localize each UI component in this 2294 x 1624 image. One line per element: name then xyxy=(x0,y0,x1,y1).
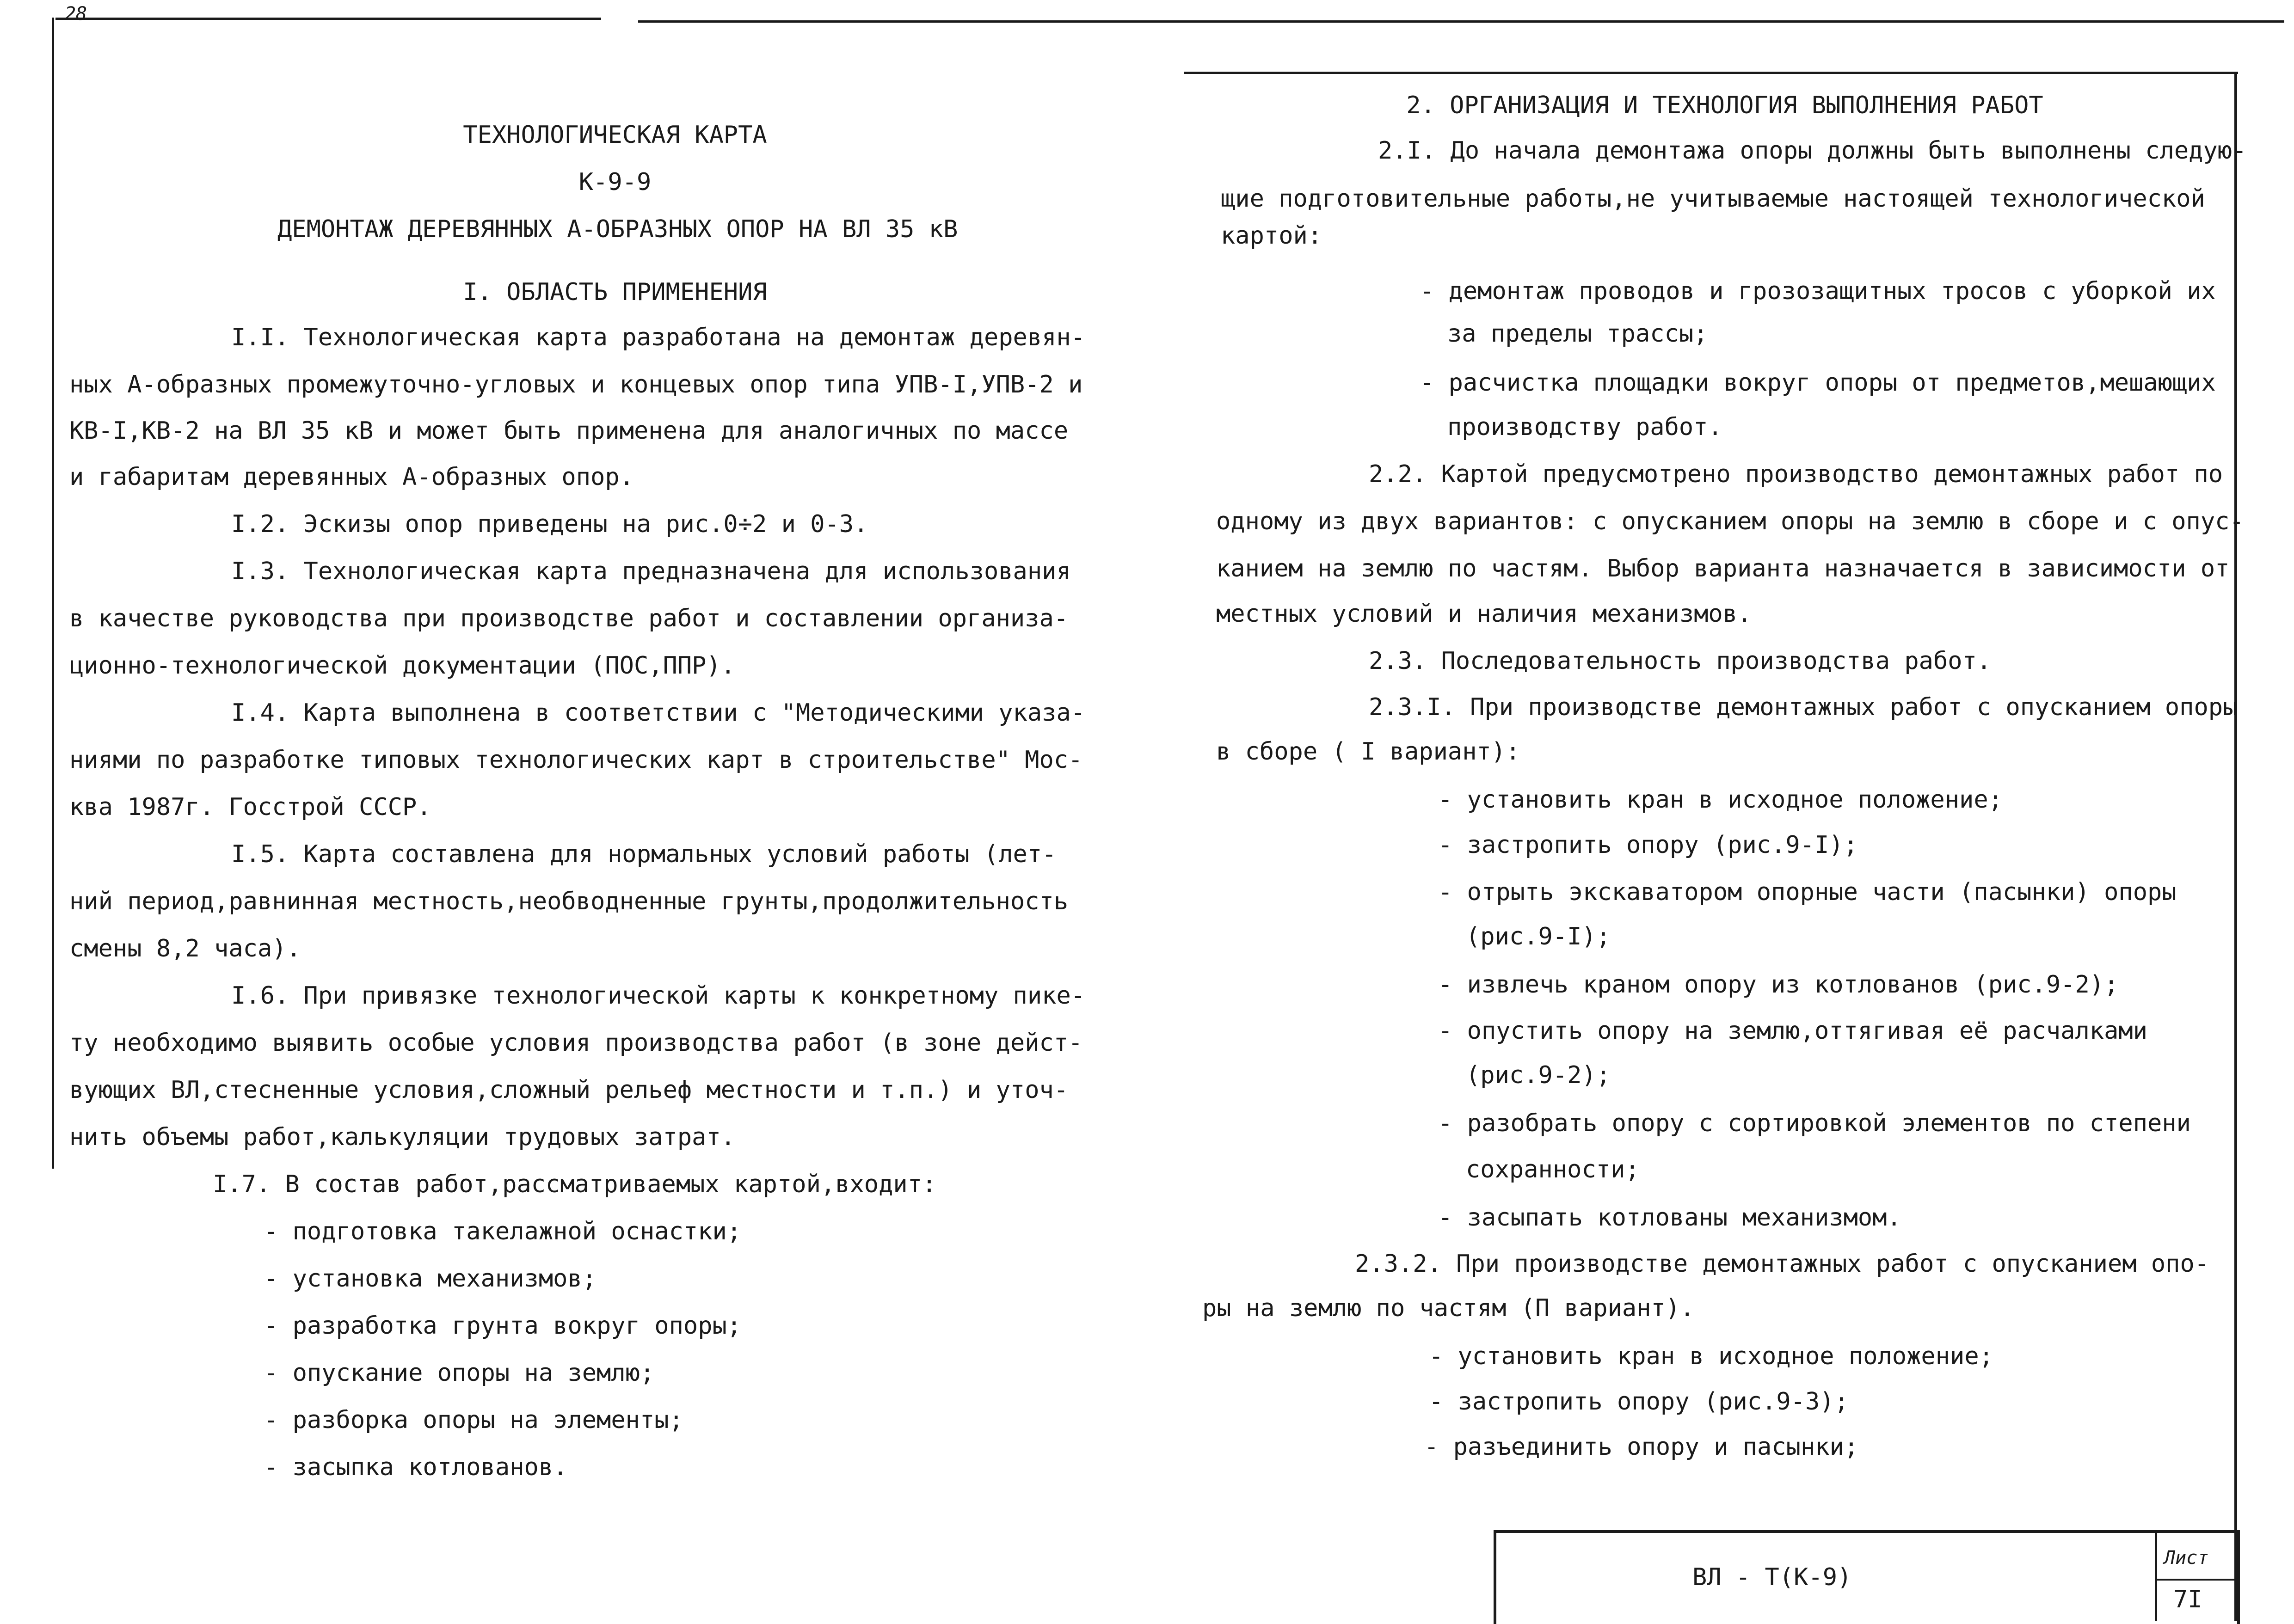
right-line-8: 2.2. Картой предусмотрено производство демонтажных работ по xyxy=(1369,460,2223,488)
left-line-3: КВ-I,КВ-2 на ВЛ 35 кВ и может быть применена для аналогичных по массе xyxy=(69,417,1069,445)
left-list-item-4: - опускание опоры на землю; xyxy=(264,1359,655,1387)
left-line-11: ква 1987г. Госстрой СССР. xyxy=(69,793,431,821)
right-list-6: - разобрать опору с сортировкой элементов по степени xyxy=(1438,1109,2191,1137)
doc-code: К-9-9 xyxy=(578,168,652,196)
left-line-12: I.5. Карта составлена для нормальных условий работы (лет- xyxy=(231,840,1057,868)
right-line-11: местных условий и наличия механизмов. xyxy=(1216,600,1752,628)
right-border xyxy=(2234,72,2237,1621)
doc-subtitle: ДЕМОНТАЖ ДЕРЕВЯННЫХ А-ОБРАЗНЫХ ОПОР НА ВЛ 35 кВ xyxy=(277,215,958,243)
left-line-7: в качестве руководства при производстве работ и составлении организа- xyxy=(69,605,1069,632)
doc-title: ТЕХНОЛОГИЧЕСКАЯ КАРТА xyxy=(463,121,767,149)
left-line-8: ционно-технологической документации (ПОС,ППР). xyxy=(69,652,736,680)
right-list-3-cont: (рис.9-I); xyxy=(1466,923,1611,950)
left-line-14: смены 8,2 часа). xyxy=(69,935,301,962)
right-list-10: - разъединить опору и пасынки; xyxy=(1424,1433,1859,1461)
left-list-item-3: - разработка грунта вокруг опоры; xyxy=(264,1312,742,1340)
right-line-4: - демонтаж проводов и грозозащитных тросов с уборкой их xyxy=(1420,277,2216,305)
left-line-2: ных А-образных промежуточно-угловых и концевых опор типа УПВ-I,УПВ-2 и xyxy=(69,371,1083,398)
right-list-6-cont: сохранности; xyxy=(1466,1156,1640,1183)
top-border-left xyxy=(55,18,601,20)
right-list-1: - установить кран в исходное положение; xyxy=(1438,786,2003,814)
right-line-6: - расчистка площадки вокруг опоры от предметов,мешающих xyxy=(1420,369,2216,397)
top-border-right xyxy=(638,20,2284,23)
right-line-2: щие подготовительные работы,не учитываемые настоящей технологической xyxy=(1221,185,2205,213)
left-list-item-6: - засыпка котлованов. xyxy=(264,1453,568,1481)
left-line-4: и габаритам деревянных А-образных опор. xyxy=(69,463,634,491)
title-block xyxy=(1494,1530,2240,1624)
right-list-8: - установить кран в исходное положение; xyxy=(1429,1342,1993,1370)
document-code: ВЛ - Т(К-9) xyxy=(1692,1563,1852,1591)
left-line-18: нить объемы работ,калькуляции трудовых затрат. xyxy=(69,1123,736,1151)
sheet-label: Лист xyxy=(2164,1547,2209,1569)
right-line-15: 2.3.2. При производстве демонтажных работ с опусканием опо- xyxy=(1355,1250,2209,1278)
right-line-14: в сборе ( I вариант): xyxy=(1216,738,1520,766)
left-list-item-5: - разборка опоры на элементы; xyxy=(264,1406,683,1434)
left-line-10: ниями по разработке типовых технологических карт в строительстве" Мос- xyxy=(69,746,1083,774)
right-list-9: - застропить опору (рис.9-3); xyxy=(1429,1388,1849,1416)
right-line-7: производству работ. xyxy=(1447,413,1722,441)
left-line-1: I.I. Технологическая карта разработана на демонтаж деревян- xyxy=(231,324,1086,351)
right-list-2: - застропить опору (рис.9-I); xyxy=(1438,831,1858,859)
left-line-16: ту необходимо выявить особые условия производства работ (в зоне дейст- xyxy=(69,1029,1083,1057)
left-list-item-1: - подготовка такелажной оснастки; xyxy=(264,1218,742,1245)
sheet-cell-divider xyxy=(2156,1579,2235,1581)
right-line-10: канием на землю по частям. Выбор варианта назначается в зависимости от xyxy=(1216,555,2230,582)
left-border xyxy=(52,18,54,1169)
left-line-13: ний период,равнинная местность,необводненные грунты,продолжительность xyxy=(69,888,1069,915)
right-list-5-cont: (рис.9-2); xyxy=(1466,1061,1611,1089)
left-list-item-2: - установка механизмов; xyxy=(264,1265,597,1293)
right-line-16: ры на землю по частям (П вариант). xyxy=(1202,1294,1695,1322)
inner-top-border xyxy=(1184,72,2238,74)
right-line-5: за пределы трассы; xyxy=(1447,320,1708,348)
right-line-3: картой: xyxy=(1221,222,1322,250)
right-list-5: - опустить опору на землю,оттягивая её расчалками xyxy=(1438,1017,2148,1045)
left-line-6: I.3. Технологическая карта предназначена для использования xyxy=(231,558,1071,585)
right-line-1: 2.I. До начала демонтажа опоры должны быть выполнены следую- xyxy=(1378,137,2247,165)
sheet-number: 7I xyxy=(2173,1586,2202,1613)
right-list-4: - извлечь краном опору из котлованов (рис.9-2); xyxy=(1438,971,2119,999)
right-line-12: 2.3. Последовательность производства работ. xyxy=(1369,647,1992,675)
left-line-19: I.7. В состав работ,рассматриваемых картой,входит: xyxy=(213,1171,937,1198)
right-list-7: - засыпать котлованы механизмом. xyxy=(1438,1204,1901,1232)
left-line-9: I.4. Карта выполнена в соответствии с "Методическими указа- xyxy=(231,699,1086,727)
corner-mark: 28 xyxy=(65,3,87,25)
section-heading-1: I. ОБЛАСТЬ ПРИМЕНЕНИЯ xyxy=(463,278,767,306)
left-line-15: I.6. При привязке технологической карты к конкретному пике- xyxy=(231,982,1086,1010)
section-heading-2: 2. ОРГАНИЗАЦИЯ И ТЕХНОЛОГИЯ ВЫПОЛНЕНИЯ РАБОТ xyxy=(1406,92,2043,119)
right-list-3: - отрыть экскаватором опорные части (пасынки) опоры xyxy=(1438,878,2177,906)
left-line-17: вующих ВЛ,стесненные условия,сложный рельеф местности и т.п.) и уточ- xyxy=(69,1076,1069,1104)
left-line-5: I.2. Эскизы опор приведены на рис.0÷2 и 0-3. xyxy=(231,510,868,538)
right-line-9: одному из двух вариантов: с опусканием опоры на землю в сборе и с опус- xyxy=(1216,508,2244,535)
right-line-13: 2.3.I. При производстве демонтажных работ с опусканием опоры xyxy=(1369,693,2238,721)
